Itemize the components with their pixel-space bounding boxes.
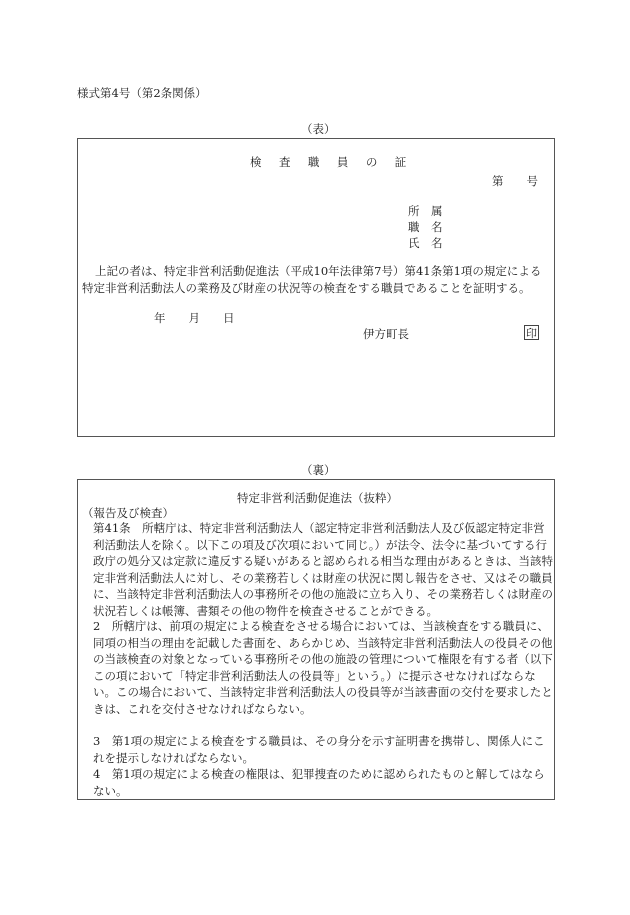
- law-excerpt-title: 特定非営利活動促進法（抜粋）: [237, 491, 398, 505]
- item-number: 3: [93, 734, 101, 748]
- article-41: [93, 520, 555, 619]
- certificate-body: 上記の者は、特定非営利活動促進法（平成10年法律第7号）第41条第1項の規定による特定非営利活動法人の業務及び財産の状況等の検査をする職員であることを証明する。: [82, 264, 542, 295]
- item-number: 2: [93, 619, 101, 633]
- item-3: [93, 733, 555, 766]
- article-text: 所轄庁は、特定非営利活動法人（認定特定非営利活動法人及び仮認定特定非営利活動法人を除く。以下この項及び次項において同じ。）が法令、法令に基づいてする行政庁の処分又は定款に違反する疑いがあると認められる相当な理由があるときは、当該特定非営利活動法人に対し、その業務若しくは財産の状況に関し報告をさせ、又はその職員に、当該特定非営利活動法人の事務所その他の施設に立ち入り、その業務若しくは財産の状況若しくは帳簿、書類その他の物件を検査させることができる。: [93, 521, 553, 618]
- back-heading: （裏）: [301, 463, 336, 477]
- item-text: 第1項の規定による検査をする職員は、その身分を示す証明書を携帯し、関係人にこれを提示しなければならない。: [93, 734, 545, 765]
- field-position-label: 職 名: [408, 220, 443, 234]
- item-4: [93, 766, 555, 799]
- field-name-label: 氏 名: [408, 236, 443, 250]
- certificate-title: 検 査 職 員 の 証: [250, 155, 414, 169]
- front-heading: （表）: [301, 122, 336, 136]
- form-number-label: 様式第4号（第2条関係）: [77, 86, 207, 100]
- item-text: 所轄庁は、前項の規定による検査をさせる場合においては、当該検査をする職員に、同項の相当の理由を記載した書面を、あらかじめ、当該特定非営利活動法人の役員その他の当該検査の対象となっている事務所その他の施設の管理について権限を有する者（以下この項において「特定非営利活動法人の役員等」という。）に提示させなければならない。この場合において、当該特定非営利活動法人の役員等が当該書面の交付を要求したときは、これを交付させなければならない。: [93, 619, 553, 716]
- certificate-number-label: 第 号: [492, 174, 538, 188]
- front-card: [77, 138, 555, 437]
- issuer-title: 伊方町長: [363, 327, 409, 341]
- section-caption: （報告及び検査）: [82, 506, 174, 520]
- issue-date: 年 月 日: [154, 311, 235, 325]
- item-number: 4: [93, 767, 101, 781]
- article-number: 第41条: [93, 521, 131, 535]
- field-affiliation-label: 所 属: [408, 204, 443, 218]
- seal-mark: 印: [526, 327, 537, 340]
- item-text: 第1項の規定による検査の権限は、犯罪捜査のために認められたものと解してはならない。: [93, 767, 545, 798]
- item-2: [93, 618, 555, 717]
